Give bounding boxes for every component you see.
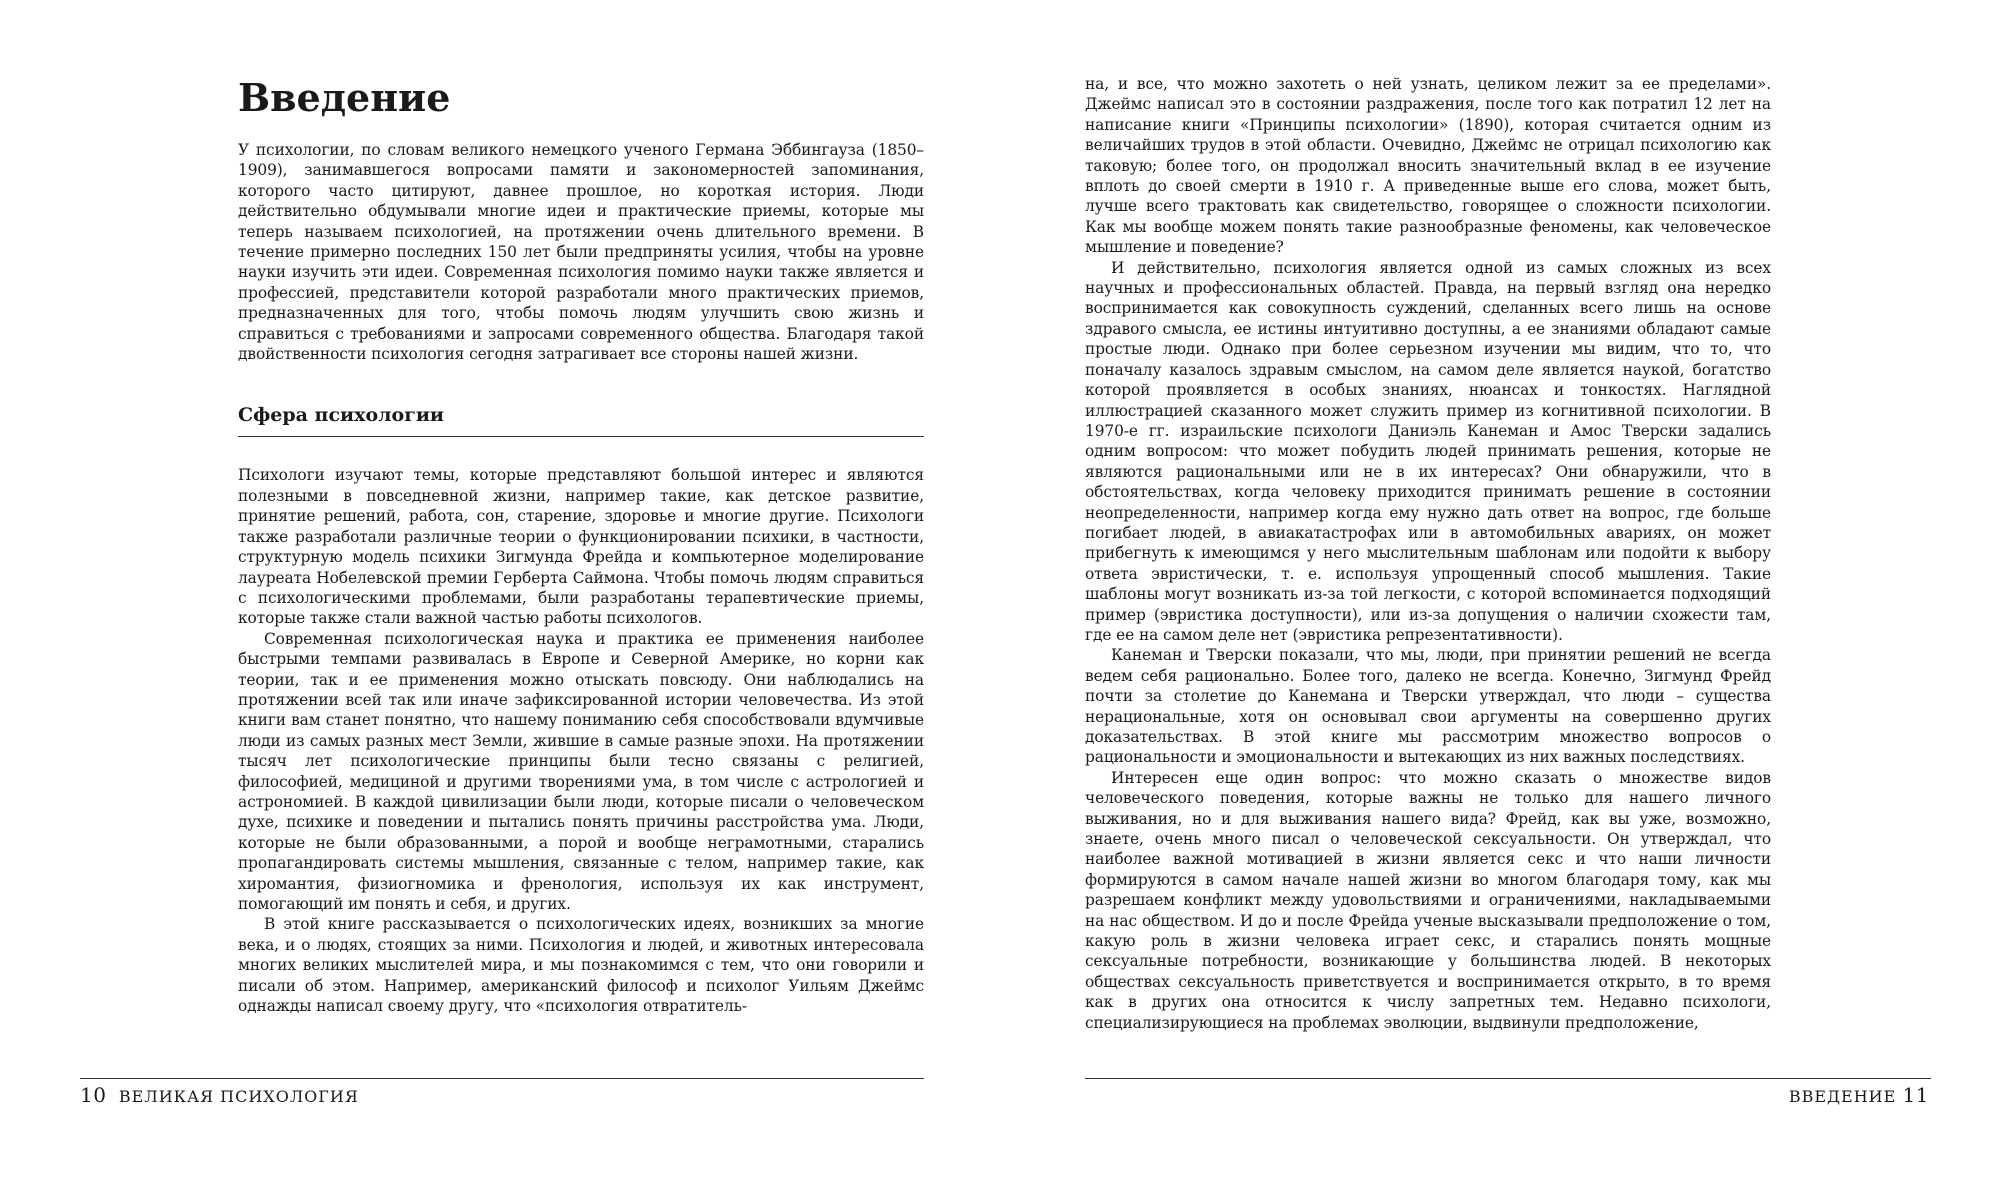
section-heading: Сфера психологии <box>238 402 924 437</box>
chapter-title: Введение <box>238 75 451 120</box>
right-page <box>1000 0 2000 1184</box>
right-paragraph-3: Канеман и Тверски показали, что мы, люди, при принятии решений не всегда ведем себя рационально. Более того, далеко не всегда. Конечно, Зигмунд Фрейд почти за столетие до Канемана и Тверски утверждал, что люди – существа нерациональные, хотя он основывал свои аргументы на совершенно других доказательствах. В этой книге мы рассмотрим множество вопросов о рациональности и эмоциональности и вытекающих из них важных последствиях. <box>1085 646 1771 767</box>
left-paragraph-3: В этой книге рассказывается о психологических идеях, возникших за многие века, и о людях, стоящих за ними. Психология и людей, и животных интересовала многих великих мыслителей мира, и мы познакомимся с тем, что они говорили и писали об этом. Например, американский философ и психолог Уильям Джеймс однажды написал своему другу, что «психология отвратитель- <box>238 915 924 1016</box>
right-page-number: 11 <box>1902 1083 1929 1107</box>
intro-paragraph: У психологии, по словам великого немецкого ученого Германа Эббингауза (1850–1909), занимавшегося вопросами памяти и закономерностей запоминания, которого часто цитируют, давнее прошлое, но короткая история. Люди действительно обдумывали многие идеи и практические приемы, которые мы теперь называем психологией, на протяжении очень длительного времени. В течение примерно последних 150 лет были предприняты усилия, чтобы на уровне науки изучить эти идеи. Современная психология помимо науки также является и профессией, представители которой разработали много практических приемов, предназначенных для того, чтобы помочь людям улучшить свою жизнь и справиться с требованиями и запросами современного общества. Благодаря такой двойственности психология сегодня затрагивает все стороны нашей жизни. <box>238 141 924 364</box>
left-paragraph-1: Психологи изучают темы, которые представляют большой интерес и являются полезными в повседневной жизни, например такие, как детское развитие, принятие решений, работа, сон, старение, здоровье и многие другие. Психологи также разработали различные теории о функционировании психики, в частности, структурную модель психики Зигмунда Фрейда и компьютерное моделирование лауреата Нобелевской премии Герберта Саймона. Чтобы помочь людям справиться с психологическими проблемами, были разработаны терапевтические приемы, которые также стали важной частью работы психологов. <box>238 466 924 628</box>
left-running-title: ВЕЛИКАЯ ПСИХОЛОГИЯ <box>118 1087 359 1106</box>
right-running-title: ВВЕДЕНИЕ <box>1788 1087 1897 1106</box>
right-paragraph-2: И действительно, психология является одной из самых сложных из всех научных и профессиональных областей. Правда, на первый взгляд она нередко воспринимается как совокупность суждений, сделанных всего лишь на основе здравого смысла, ее истины интуитивно доступны, а ее знаниями обладают самые простые люди. Однако при более серьезном изучении мы видим, что то, что поначалу казалось здравым смыслом, на самом деле является наукой, богатство которой проявляется в особых знаниях, нюансах и тонкостях. Наглядной иллюстрацией сказанного может служить пример из когнитивной психологии. В 1970-е гг. израильские психологи Даниэль Канеман и Амос Тверски задались одним вопросом: что может побудить людей принимать решения, которые не являются рациональными или не в их интересах? Они обнаружили, что в обстоятельствах, когда человеку приходится принимать решение в состоянии неопределенности, например когда ему нужно дать ответ на вопрос, где больше погибает людей, в авиакатастрофах или в автомобильных авариях, он может прибегнуть к имеющимся у него мыслительным шаблонам или подойти к выбору ответа эвристически, т. е. используя упрощенный способ мышления. Такие шаблоны могут возникать из-за той легкости, с которой вспоминается подходящий пример (эвристика доступности), или из-за допущения о наличии схожести там, где ее на самом деле нет (эвристика репрезентативности). <box>1085 258 1771 644</box>
right-paragraph-1: на, и все, что можно захотеть о ней узнать, целиком лежит за ее пределами». Джеймс написал это в состоянии раздражения, после того как потратил 12 лет на написание книги «Принципы психологии» (1890), которая считается одним из величайших трудов в этой области. Очевидно, Джеймс не отрицал психологию как таковую; более того, он продолжал вносить значительный вклад в ее изучение вплоть до своей смерти в 1910 г. А приведенные выше его слова, может быть, лучше всего трактовать как свидетельство, говорящее о сложности психологии. Как мы вообще можем понять такие разнообразные феномены, как человеческое мышление и поведение? <box>1085 75 1771 257</box>
left-paragraph-2: Современная психологическая наука и практика ее применения наиболее быстрыми темпами развивалась в Европе и Северной Америке, но корни как теории, так и ее применения можно отыскать повсюду. Они наблюдались на протяжении всей так или иначе зафиксированной истории человечества. Из этой книги вам станет понятно, что нашему пониманию себя способствовали вдумчивые люди из самых разных мест Земли, жившие в самые разные эпохи. На протяжении тысяч лет психологические принципы были тесно связаны с религией, философией, медициной и другими творениями ума, в том числе с астрологией и астрономией. В каждой цивилизации были люди, которые писали о человеческом духе, психике и поведении и пытались понять причины расстройства ума. Люди, которые не были образованными, а порой и вообще неграмотными, старались пропагандировать системы мышления, связанные с телом, например такие, как хиромантия, физиогномика и френология, используя их как инструмент, помогающий им понять и себя, и других. <box>238 629 924 913</box>
left-footer-rule <box>80 1078 924 1079</box>
left-page-number: 10 <box>80 1083 107 1107</box>
right-folio <box>1789 1083 1929 1109</box>
right-text-column <box>1085 74 1771 1033</box>
right-footer-rule <box>1085 1078 1931 1079</box>
left-folio <box>80 1083 359 1109</box>
right-paragraph-4: Интересен еще один вопрос: что можно сказать о множестве видов человеческого поведения, которые важны не только для нашего личного выживания, но и для выживания нашего вида? Фрейд, как вы уже, возможно, знаете, очень много писал о человеческой сексуальности. Он утверждал, что наиболее важной мотивацией в жизни является секс и что наши личности формируются в самом начале нашей жизни во многом благодаря тому, как мы разрешаем конфликт между удовольствиями и ограничениями, накладываемыми на нас обществом. И до и после Фрейда ученые высказывали предположение о том, какую роль в жизни человека играет секс, и старались понять мощные сексуальные потребности, возникающие у большинства людей. В некоторых обществах сексуальность приветствуется и воспринимается открыто, в то время как в других она относится к числу запретных тем. Недавно психологи, специализирующиеся на проблемах эволюции, выдвинули предположение, <box>1085 768 1771 1032</box>
left-text-column <box>238 72 924 1016</box>
